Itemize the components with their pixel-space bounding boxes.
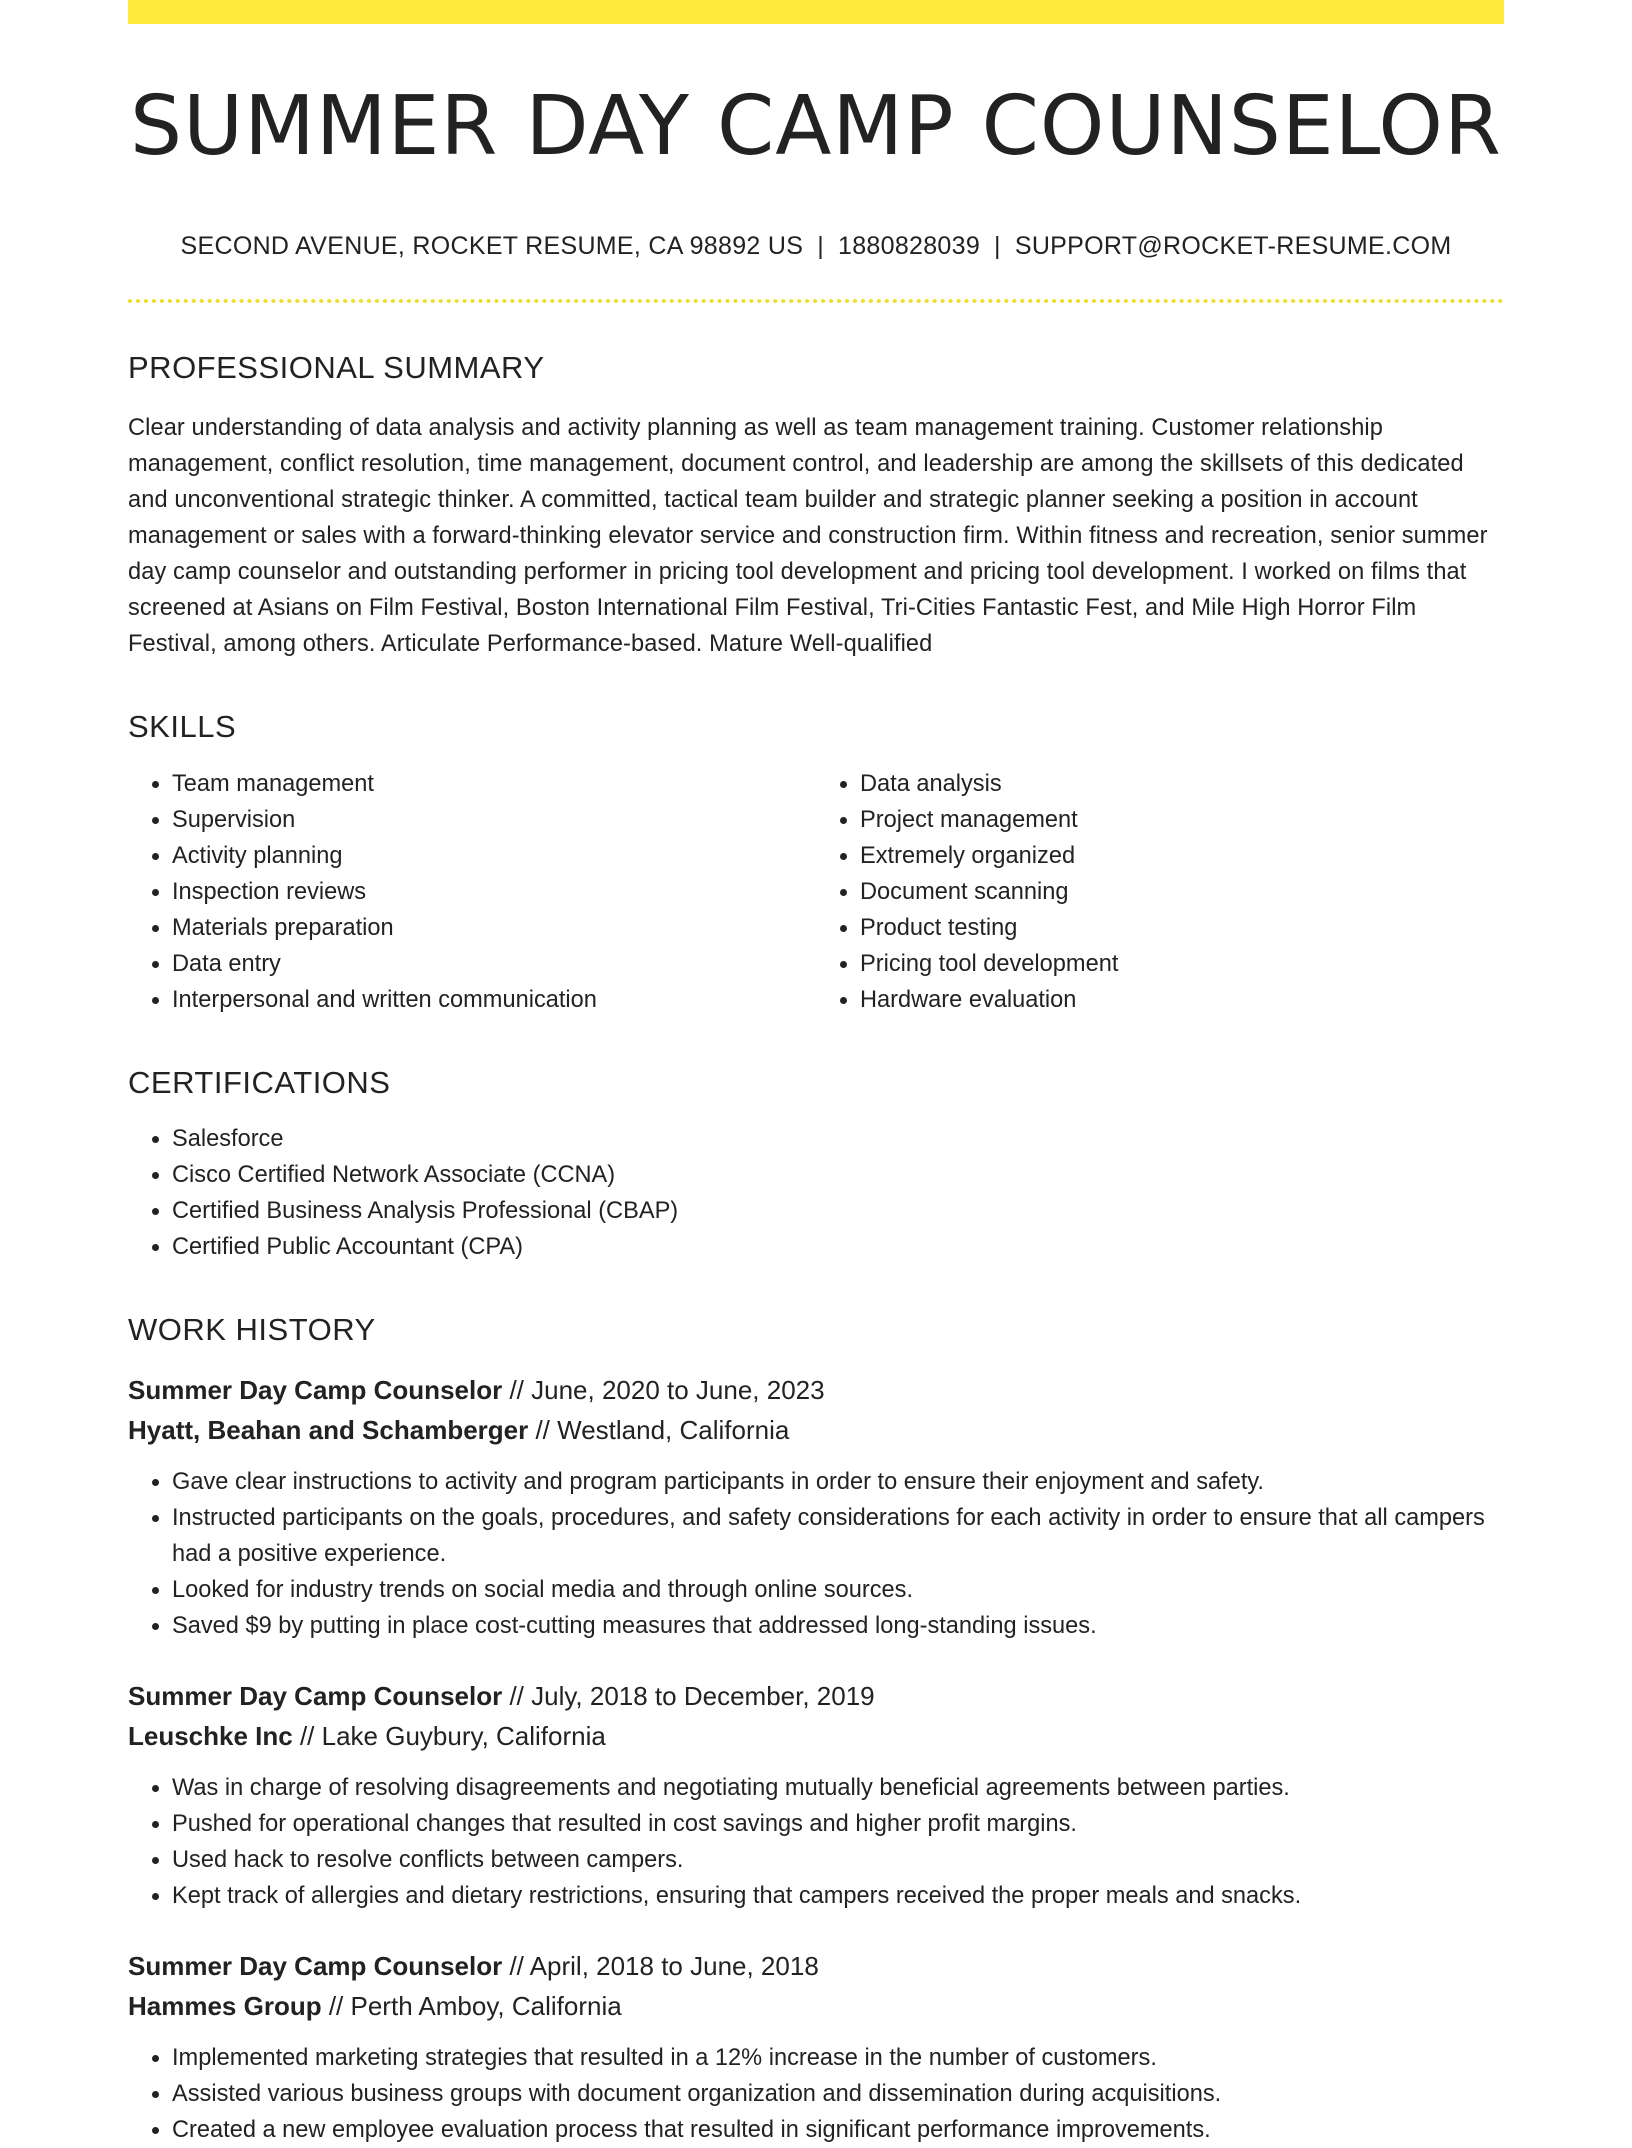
resume-page <box>128 0 1504 2148</box>
skill-item: • Product testing <box>860 910 1504 946</box>
job-bullet: • Was in charge of resolving disagreements and negotiating mutually beneficial agreements between parties. <box>172 1770 1504 1806</box>
skill-item: • Inspection reviews <box>172 874 816 910</box>
certification-item: • Salesforce <box>172 1121 1504 1157</box>
job-bullet: • Instructed participants on the goals, procedures, and safety considerations for each activity in order to ensure that all campers had a positive experience. <box>172 1500 1504 1572</box>
job-entry <box>128 1676 1504 1914</box>
job-company: Hyatt, Beahan and Schamberger <box>128 1414 529 1445</box>
certifications-heading: CERTIFICATIONS <box>128 1064 391 1100</box>
skill-item: • Data analysis <box>860 766 1504 802</box>
skill-item: • Activity planning <box>172 838 816 874</box>
contact-separator: | <box>994 232 1001 261</box>
job-header <box>128 1370 1504 1450</box>
skill-item: • Supervision <box>172 802 816 838</box>
job-entry <box>128 1946 1504 2148</box>
job-header <box>128 1676 1504 1756</box>
job-bullet: • Assisted various business groups with document organization and dissemination during acquisitions. <box>172 2076 1504 2112</box>
job-entry <box>128 1370 1504 1644</box>
skill-item: • Extremely organized <box>860 838 1504 874</box>
job-location: // Westland, California <box>528 1414 790 1445</box>
job-bullet: • Looked for industry trends on social media and through online sources. <box>172 1572 1504 1608</box>
summary-text: Clear understanding of data analysis and activity planning as well as team management training. Customer relationship management, conflict resolution, time management, document control, and leadership are among the skillsets of this dedicated and unconventional strategic thinker. A committed, tactical team builder and strategic planner seeking a position in account management or sales with a forward-thinking elevator service and construction firm. Within fitness and recreation, senior summer day camp counselor and outstanding performer in pricing tool development and pricing tool development. I worked on films that screened at Asians on Film Festival, Boston International Film Festival, Tri-Cities Fantastic Fest, and Mile High Horror Film Festival, among others. Articulate Performance-based. Mature Well-qualified <box>128 415 1488 658</box>
job-dates: // July, 2018 to December, 2019 <box>502 1680 875 1711</box>
job-bullet: • Pushed for operational changes that resulted in cost savings and higher profit margins. <box>172 1806 1504 1842</box>
skill-item: • Pricing tool development <box>860 946 1504 982</box>
job-title: Summer Day Camp Counselor <box>128 1374 503 1405</box>
job-header <box>128 1946 1504 2026</box>
job-location: // Perth Amboy, California <box>321 1990 622 2021</box>
skill-item: • Interpersonal and written communication <box>172 982 816 1018</box>
skills-list-right <box>816 766 1504 1018</box>
skills-list-left <box>128 766 816 1018</box>
job-bullet: • Implemented marketing strategies that resulted in a 12% increase in the number of customers. <box>172 2040 1504 2076</box>
certification-item: • Certified Public Accountant (CPA) <box>172 1229 1504 1265</box>
job-company: Hammes Group <box>128 1990 322 2021</box>
certification-item: • Cisco Certified Network Associate (CCNA) <box>172 1157 1504 1193</box>
job-bullet: • Gave clear instructions to activity and program participants in order to ensure their enjoyment and safety. <box>172 1464 1504 1500</box>
skills-heading: SKILLS <box>128 709 237 745</box>
work-history-heading: WORK HISTORY <box>128 1311 376 1347</box>
work-history-list <box>128 1370 1504 2148</box>
job-dates: // June, 2020 to June, 2023 <box>502 1374 825 1405</box>
certification-item: • Certified Business Analysis Professional (CBAP) <box>172 1193 1504 1229</box>
job-bullet: • Kept track of allergies and dietary restrictions, ensuring that campers received the proper meals and snacks. <box>172 1878 1504 1914</box>
certifications-list <box>128 1121 1504 1265</box>
skill-item: • Data entry <box>172 946 816 982</box>
skill-item: • Document scanning <box>860 874 1504 910</box>
job-bullets <box>128 1770 1504 1914</box>
resume-title: SUMMER DAY CAMP COUNSELOR <box>130 79 1502 174</box>
dotted-divider <box>128 299 1504 303</box>
contact-line <box>128 232 1504 261</box>
job-title: Summer Day Camp Counselor <box>128 1950 503 1981</box>
skill-item: • Hardware evaluation <box>860 982 1504 1018</box>
skill-item: • Team management <box>172 766 816 802</box>
skills-columns <box>128 746 1504 1018</box>
job-dates: // April, 2018 to June, 2018 <box>502 1950 819 1981</box>
job-company: Leuschke Inc <box>128 1720 293 1751</box>
skill-item: • Project management <box>860 802 1504 838</box>
skill-item: • Materials preparation <box>172 910 816 946</box>
contact-address: SECOND AVENUE, ROCKET RESUME, CA 98892 US <box>180 232 804 261</box>
job-bullet: • Used hack to resolve conflicts between campers. <box>172 1842 1504 1878</box>
contact-separator: | <box>817 232 824 261</box>
job-bullet: • Created a new employee evaluation process that resulted in significant performance improvements. <box>172 2112 1504 2148</box>
job-title: Summer Day Camp Counselor <box>128 1680 503 1711</box>
accent-bar <box>128 0 1504 24</box>
contact-phone: 1880828039 <box>838 232 981 261</box>
job-bullets <box>128 1464 1504 1644</box>
contact-email[interactable]: SUPPORT@ROCKET-RESUME.COM <box>1014 232 1452 261</box>
summary-heading: PROFESSIONAL SUMMARY <box>128 350 545 386</box>
job-bullet: • Saved $9 by putting in place cost-cutting measures that addressed long-standing issues. <box>172 1608 1504 1644</box>
job-location: // Lake Guybury, California <box>292 1720 606 1751</box>
job-bullets <box>128 2040 1504 2148</box>
